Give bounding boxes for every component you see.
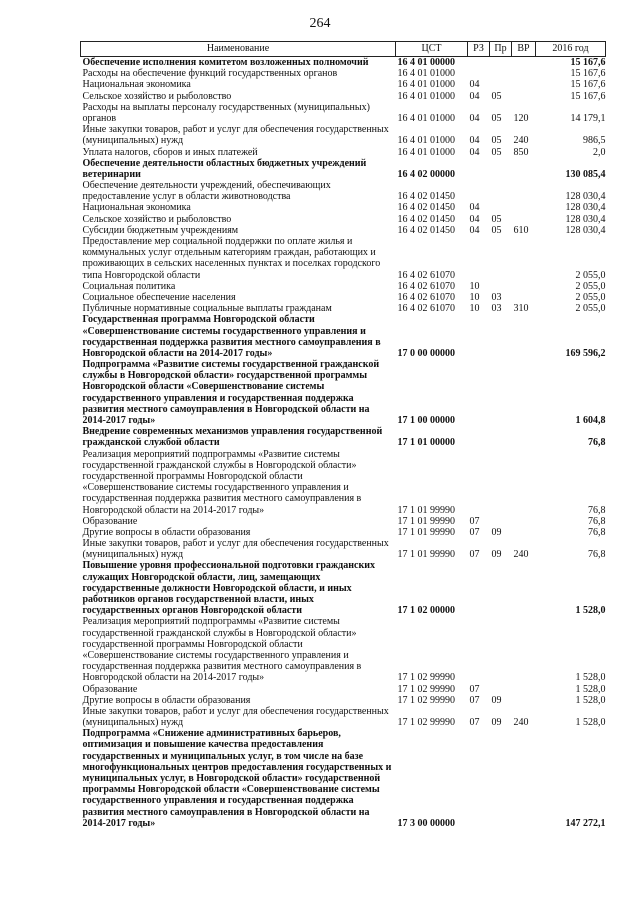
cell-vr: 240 [513, 549, 529, 561]
cell-cst: 17 1 01 99990 [397, 515, 455, 527]
cell-name: Расходы на обеспечение функций государственных органов [82, 68, 338, 80]
cell-sum: 76,8 [588, 437, 606, 449]
cell-sum: 14 179,1 [570, 112, 606, 124]
cell-sum: 1 528,0 [575, 717, 606, 729]
cell-pr [490, 616, 512, 683]
page-number: 264 [309, 16, 331, 31]
table-header-row [81, 42, 606, 57]
cell-pr [490, 728, 512, 829]
cell-pr: 09 [491, 717, 502, 729]
cell-name: Иные закупки товаров, работ и услуг для обеспечения государственных (муниципальных) нужд [82, 538, 389, 561]
cell-sum: 76,8 [588, 526, 606, 538]
cell-vr [512, 236, 536, 281]
table-row [81, 225, 606, 236]
budget-table [80, 41, 606, 829]
cell-pr [490, 202, 512, 213]
cell-cst: 17 1 00 00000 [397, 415, 455, 426]
cell-cst: 17 1 01 00000 [397, 437, 455, 449]
cell-sum: 128 030,4 [565, 213, 606, 225]
cell-vr [512, 214, 536, 225]
cell-name: Внедрение современных механизмов управления государственной гражданской службой области [82, 426, 383, 449]
cell-vr [512, 426, 536, 448]
cell-pr: 05 [491, 213, 502, 225]
cell-pr [490, 359, 512, 426]
cell-vr [512, 314, 536, 359]
cell-sum: 128 030,4 [565, 191, 606, 203]
cell-pr: 03 [491, 291, 502, 303]
cell-sum: 147 272,1 [565, 817, 606, 829]
cell-pr [490, 281, 512, 292]
cell-sum: 76,8 [588, 515, 606, 527]
cell-pr [490, 560, 512, 616]
table-body [81, 57, 606, 829]
cell-cst: 16 4 01 01000 [397, 112, 455, 124]
table-row [81, 68, 606, 79]
cell-cst: 17 1 02 99990 [397, 694, 455, 706]
table-row [81, 560, 606, 616]
table-row [81, 527, 606, 538]
cell-name: Образование [82, 515, 138, 527]
cell-vr [512, 79, 536, 90]
cell-sum: 2 055,0 [575, 280, 606, 292]
cell-rz: 04 [469, 224, 480, 236]
cell-cst: 17 0 00 00000 [397, 347, 455, 359]
cell-sum: 15 167,6 [570, 90, 606, 102]
cell-rz: 07 [469, 549, 480, 561]
header-rz: РЗ [468, 42, 490, 57]
cell-vr [512, 527, 536, 538]
cell-rz [468, 426, 490, 448]
table-row [81, 303, 606, 314]
table-row [81, 79, 606, 90]
cell-sum: 1 528,0 [575, 605, 606, 617]
cell-name: Государственная программа Новгородской области «Совершенствование системы государственного управления и государственная поддержка развития местного самоуправления в Новгородской области на 2014-2017 годы» [82, 314, 381, 359]
cell-cst: 16 4 01 01000 [397, 90, 455, 102]
table-row [81, 314, 606, 359]
cell-rz: 10 [469, 303, 480, 315]
cell-cst: 16 4 01 00000 [397, 57, 455, 68]
cell-sum: 986,5 [583, 135, 606, 147]
cell-cst: 16 4 01 01000 [397, 68, 455, 80]
cell-rz: 04 [469, 112, 480, 124]
cell-sum: 15 167,6 [570, 68, 606, 80]
table-row [81, 202, 606, 213]
cell-rz: 07 [469, 694, 480, 706]
cell-sum: 76,8 [588, 549, 606, 561]
cell-rz [468, 158, 490, 180]
cell-pr: 05 [491, 112, 502, 124]
cell-sum: 1 528,0 [575, 683, 606, 695]
cell-rz: 04 [469, 213, 480, 225]
cell-name: Национальная экономика [82, 202, 191, 214]
cell-pr [490, 426, 512, 448]
cell-name: Иные закупки товаров, работ и услуг для обеспечения государственных (муниципальных) нужд [82, 124, 389, 147]
cell-vr: 310 [513, 303, 529, 315]
table-row [81, 616, 606, 683]
cell-name: Обеспечение деятельности областных бюджетных учреждений ветеринарии [82, 157, 367, 180]
cell-name: Иные закупки товаров, работ и услуг для обеспечения государственных (муниципальных) нужд [82, 705, 389, 729]
cell-rz: 07 [469, 717, 480, 729]
cell-sum: 15 167,6 [570, 57, 606, 68]
table-row [81, 124, 606, 146]
cell-cst: 17 1 02 99990 [397, 717, 455, 729]
cell-rz: 10 [469, 291, 480, 303]
cell-name: Обеспечение деятельности учреждений, обеспечивающих предоставление услуг в области животноводства [82, 180, 331, 203]
cell-pr [490, 449, 512, 516]
table-row [81, 359, 606, 426]
cell-rz [468, 616, 490, 683]
cell-vr [512, 57, 536, 69]
cell-cst: 16 4 02 61070 [397, 303, 455, 315]
cell-name: Образование [82, 683, 138, 695]
cell-cst: 16 4 02 00000 [397, 168, 455, 180]
cell-name: Реализация мероприятий подпрограммы «Развитие системы государственной гражданской службы в Новгородской области» государственной программы Новгородской области «Совершенствование системы государственного управления и государственная поддержка развития местного самоуправления в Новгородской области на 2014-2017 годы» [82, 448, 362, 516]
table-row [81, 91, 606, 102]
cell-pr [490, 314, 512, 359]
cell-rz: 04 [469, 79, 480, 91]
cell-name: Предоставление мер социальной поддержки по оплате жилья и коммунальных услуг отдельным категориям граждан, работающих и проживающих в сельских населенных пунктах и поселках городского типа Новгородской области [82, 236, 381, 281]
cell-cst: 17 1 01 99990 [397, 549, 455, 561]
table-row [81, 180, 606, 202]
table-row [81, 281, 606, 292]
cell-rz: 04 [469, 146, 480, 158]
cell-rz [468, 359, 490, 426]
cell-vr [512, 292, 536, 303]
cell-vr: 610 [513, 224, 529, 236]
cell-cst: 16 4 02 01450 [397, 191, 455, 203]
cell-cst: 17 3 00 00000 [397, 817, 455, 829]
cell-name: Социальная политика [82, 280, 176, 292]
cell-rz: 04 [469, 202, 480, 214]
cell-rz: 07 [469, 526, 480, 538]
cell-vr [512, 68, 536, 79]
cell-sum: 2,0 [593, 146, 606, 158]
cell-name: Обеспечение исполнения комитетом возложенных полномочий [82, 57, 369, 68]
cell-pr: 05 [491, 90, 502, 102]
cell-name: Национальная экономика [82, 79, 191, 91]
cell-cst: 16 4 02 01450 [397, 213, 455, 225]
cell-sum: 2 055,0 [575, 269, 606, 281]
cell-name: Субсидии бюджетным учреждениям [82, 224, 239, 236]
cell-pr: 05 [491, 146, 502, 158]
cell-pr [490, 684, 512, 695]
table-row [81, 158, 606, 180]
cell-cst: 16 4 02 01450 [397, 224, 455, 236]
cell-rz [468, 68, 490, 79]
header-pr: Пр [490, 42, 512, 57]
header-name: Наименование [81, 42, 396, 57]
cell-sum: 128 030,4 [565, 224, 606, 236]
table-row [81, 538, 606, 560]
cell-rz [468, 314, 490, 359]
cell-name: Реализация мероприятий подпрограммы «Развитие системы государственной гражданской службы в Новгородской области» государственной программы Новгородской области «Совершенствование системы государственного управления и государственная поддержка развития местного самоуправления в Новгородской области на 2014-2017 годы» [82, 616, 362, 684]
cell-vr: 240 [513, 135, 529, 147]
cell-name: Другие вопросы в области образования [82, 526, 251, 538]
cell-vr: 120 [513, 112, 529, 124]
cell-name: Публичные нормативные социальные выплаты гражданам [82, 303, 332, 315]
header-vr: ВР [512, 42, 536, 57]
cell-pr [490, 180, 512, 202]
table-row [81, 728, 606, 829]
cell-cst: 17 1 02 99990 [397, 683, 455, 695]
cell-vr [512, 684, 536, 695]
cell-vr [512, 560, 536, 616]
cell-rz: 10 [469, 280, 480, 292]
cell-sum: 76,8 [588, 504, 606, 516]
table-row [81, 236, 606, 281]
cell-pr: 09 [491, 549, 502, 561]
cell-rz [468, 57, 490, 69]
cell-name: Подпрограмма «Снижение административных барьеров, оптимизация и повышение качества предоставления государственных и муниципальных услуг, в том числе на базе многофункциональных центров предоставления государственных и муниципальных услуг, в Новгородской области» государственной программы Новгородской области «Совершенствование системы государственного управления и государственная поддержка развития местного самоуправления в Новгородской области на 2014-2017 годы» [82, 728, 392, 829]
cell-name: Сельское хозяйство и рыболовство [82, 213, 232, 225]
cell-name: Подпрограмма «Развитие системы государственной гражданской службы в Новгородской области» государственной программы Новгородской области «Совершенствование системы государственного управления и государственная поддержка развития местного самоуправления в Новгородской области на 2014-2017 годы» [82, 359, 380, 426]
cell-name: Повышение уровня профессиональной подготовки гражданских служащих Новгородской области, лиц, замещающих государственные должности Новгородской области, и иных работников органов государственной власти, иных государственных органов Новгородской области [82, 560, 375, 617]
cell-cst: 16 4 02 01450 [397, 202, 455, 214]
cell-pr [490, 236, 512, 281]
cell-rz [468, 236, 490, 281]
header-year: 2016 год [536, 42, 606, 57]
cell-vr [512, 449, 536, 516]
cell-sum: 1 604,8 [575, 415, 606, 426]
cell-cst: 17 1 01 99990 [397, 504, 455, 516]
cell-name: Сельское хозяйство и рыболовство [82, 90, 232, 102]
table-row [81, 516, 606, 527]
table-row [81, 449, 606, 516]
cell-sum: 2 055,0 [575, 303, 606, 315]
cell-rz [468, 449, 490, 516]
cell-cst: 17 1 01 99990 [397, 526, 455, 538]
cell-vr [512, 616, 536, 683]
cell-cst: 17 1 02 00000 [397, 605, 455, 617]
cell-pr: 09 [491, 526, 502, 538]
header-cst: ЦСТ [396, 42, 468, 57]
cell-cst: 16 4 02 61070 [397, 269, 455, 281]
cell-rz [468, 728, 490, 829]
cell-vr: 240 [513, 717, 529, 729]
table-row [81, 695, 606, 706]
cell-cst: 16 4 02 61070 [397, 280, 455, 292]
cell-name: Социальное обеспечение населения [82, 291, 236, 303]
table-row [81, 102, 606, 124]
cell-pr: 03 [491, 303, 502, 315]
cell-rz: 04 [469, 90, 480, 102]
cell-sum: 1 528,0 [575, 672, 606, 684]
cell-rz [468, 560, 490, 616]
cell-name: Расходы на выплаты персоналу государственных (муниципальных) органов [82, 101, 370, 124]
table-row [81, 214, 606, 225]
cell-pr: 05 [491, 224, 502, 236]
cell-pr [490, 57, 512, 69]
cell-vr [512, 180, 536, 202]
table-row [81, 426, 606, 448]
cell-vr [512, 695, 536, 706]
cell-cst: 16 4 01 01000 [397, 79, 455, 91]
cell-pr [490, 68, 512, 79]
cell-rz [468, 180, 490, 202]
cell-rz: 07 [469, 515, 480, 527]
cell-sum: 169 596,2 [565, 347, 606, 359]
cell-vr: 850 [513, 146, 529, 158]
cell-sum: 2 055,0 [575, 291, 606, 303]
cell-vr [512, 516, 536, 527]
cell-vr [512, 281, 536, 292]
cell-name: Другие вопросы в области образования [82, 694, 251, 706]
cell-cst: 17 1 02 99990 [397, 672, 455, 684]
cell-vr [512, 91, 536, 102]
table-row [81, 684, 606, 695]
table-row [81, 292, 606, 303]
cell-sum: 128 030,4 [565, 202, 606, 214]
cell-pr [490, 516, 512, 527]
cell-vr [512, 158, 536, 180]
cell-rz: 04 [469, 135, 480, 147]
cell-rz: 07 [469, 683, 480, 695]
cell-name: Уплата налогов, сборов и иных платежей [82, 146, 258, 158]
cell-vr [512, 359, 536, 426]
table-row [81, 57, 606, 69]
cell-sum: 130 085,4 [565, 168, 606, 180]
table-row [81, 147, 606, 158]
table-row [81, 706, 606, 728]
cell-cst: 16 4 01 01000 [397, 135, 455, 147]
cell-cst: 16 4 01 01000 [397, 146, 455, 158]
cell-vr [512, 728, 536, 829]
cell-pr: 09 [491, 694, 502, 706]
cell-sum: 15 167,6 [570, 79, 606, 91]
cell-pr [490, 158, 512, 180]
cell-vr [512, 202, 536, 213]
cell-pr: 05 [491, 135, 502, 147]
cell-pr [490, 79, 512, 90]
cell-cst: 16 4 02 61070 [397, 291, 455, 303]
cell-sum: 1 528,0 [575, 694, 606, 706]
